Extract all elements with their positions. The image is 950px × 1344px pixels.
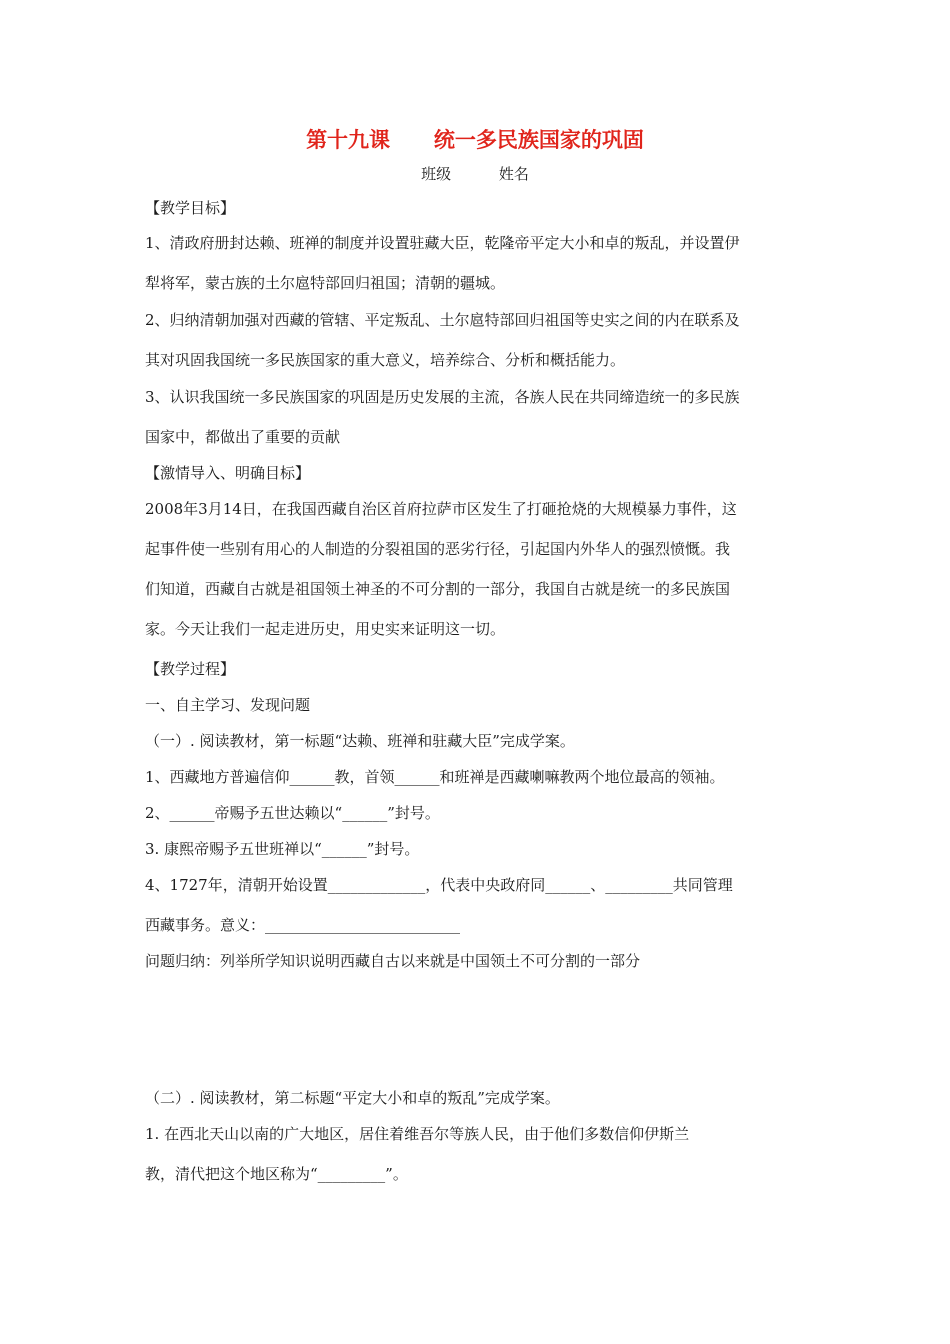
paragraph-line: 2008年3月14日，在我国西藏自治区首府拉萨市区发生了打砸抢烧的大规模暴力事件，这 [145,500,737,518]
paragraph-line: 1、清政府册封达赖、班禅的制度并设置驻藏大臣，乾隆帝平定大小和卓的叛乱，并设置伊 [145,234,740,252]
question-line: 3. 康熙帝赐予五世班禅以“______”封号。 [145,840,420,858]
section-heading: 一、自主学习、发现问题 [145,696,311,714]
problem-summary: 问题归纳：列举所学知识说明西藏自古以来就是中国领土不可分割的一部分 [145,952,641,970]
paragraph-line: 起事件使一些别有用心的人制造的分裂祖国的恶劣行径，引起国内外华人的强烈愤慨。我 [145,540,731,558]
paragraph-line: 们知道，西藏自古就是祖国领土神圣的不可分割的一部分，我国自古就是统一的多民族国 [145,580,731,598]
paragraph-line: 其对巩固我国统一多民族国家的重大意义，培养综合、分析和概括能力。 [145,351,626,369]
paragraph-line: 3、认识我国统一多民族国家的巩固是历史发展的主流，各族人民在共同缔造统一的多民族 [145,388,740,406]
question-line: 1. 在西北天山以南的广大地区，居住着维吾尔等族人民，由于他们多数信仰伊斯兰 [145,1125,690,1143]
question-line: 教，清代把这个地区称为“_________”。 [145,1165,408,1183]
question-line: 西藏事务。意义：__________________________ [145,916,461,934]
question-line: 2、______帝赐予五世达赖以“______”封号。 [145,804,440,822]
subsection-heading: （一）. 阅读教材，第一标题“达赖、班禅和驻藏大臣”完成学案。 [145,732,575,750]
paragraph-line: 犁将军，蒙古族的土尔扈特部回归祖国；清朝的疆城。 [145,274,506,292]
paragraph-line: 2、归纳清朝加强对西藏的管辖、平定叛乱、土尔扈特部回归祖国等史实之间的内在联系及 [145,311,740,329]
question-line: 1、西藏地方普遍信仰______教，首领______和班禅是西藏喇嘛教两个地位最高的领袖。 [145,768,725,786]
paragraph-line: 家。今天让我们一起走进历史，用史实来证明这一切。 [145,620,506,638]
heading-introduction: 【激情导入、明确目标】 [145,464,311,482]
question-line: 4、1727年，清朝开始设置_____________，代表中央政府同______、_________共同管理 [145,876,733,894]
lesson-title: 第十九课 统一多民族国家的巩固 [306,128,644,152]
heading-teaching-process: 【教学过程】 [145,660,236,678]
subsection-heading: （二）. 阅读教材，第二标题“平定大小和卓的叛乱”完成学案。 [145,1089,560,1107]
heading-teaching-goals: 【教学目标】 [145,199,236,217]
paragraph-line: 国家中，都做出了重要的贡献 [145,428,341,446]
class-name-line: 班级 姓名 [421,165,529,183]
